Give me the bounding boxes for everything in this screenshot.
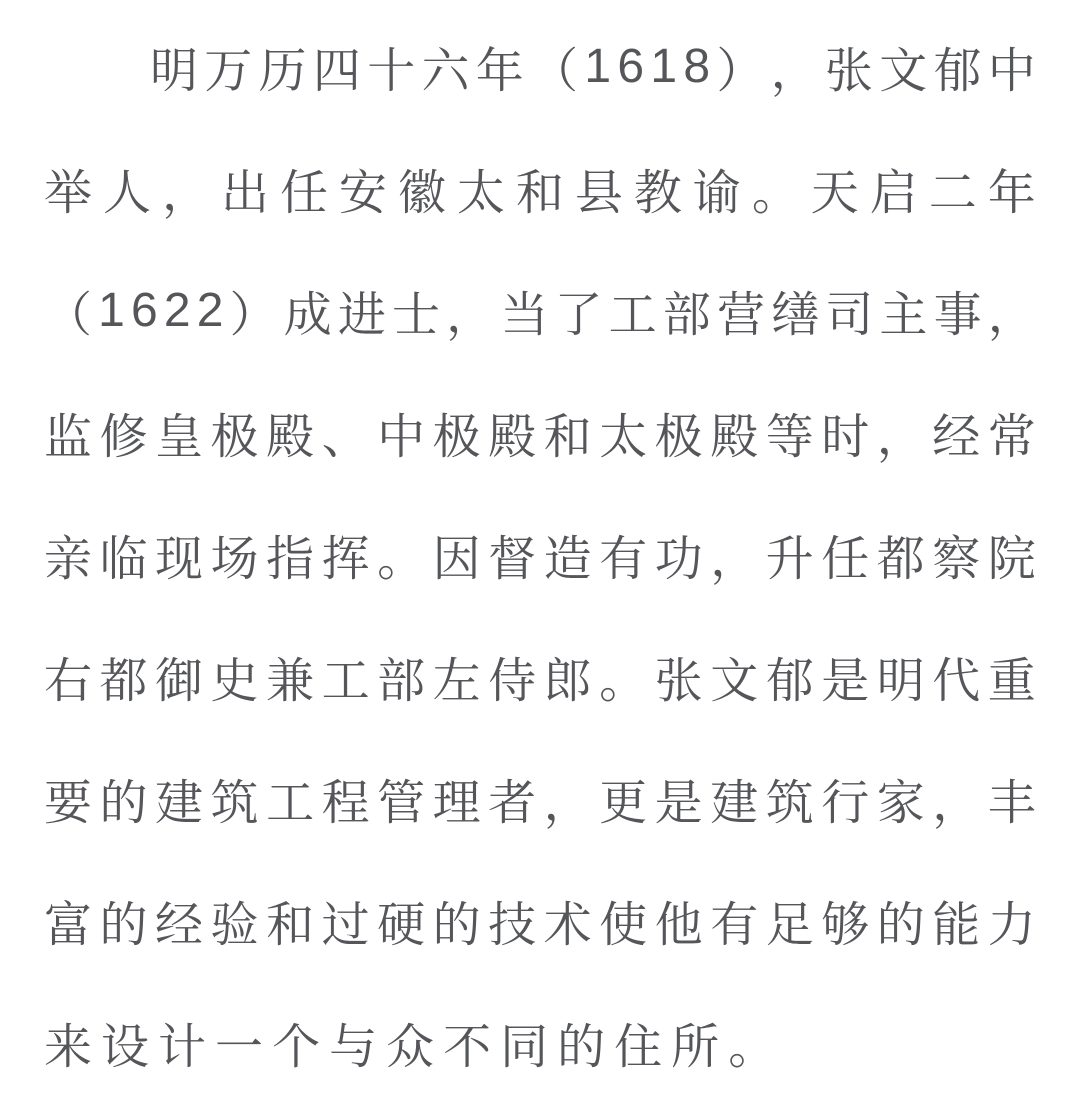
text-line: 右 都 御 史 兼 工 部 左 侍 郎 。 张 文 郁 是 明 代 重 <box>44 654 1036 708</box>
text-line: 亲 临 现 场 指 挥 。 因 督 造 有 功 ， 升 任 都 察 院 <box>44 532 1036 586</box>
text-line: （ 1 6 2 2 ） 成 进 士 ， 当 了 工 部 营 缮 司 主 事 ， <box>44 283 1036 342</box>
text-line: 来 设 计 一 个 与 众 不 同 的 住 所 。 <box>44 1020 777 1074</box>
text-line: 监 修 皇 极 殿 、 中 极 殿 和 太 极 殿 等 时 ， 经 常 <box>44 410 1036 464</box>
text-line: 明 万 历 四 十 六 年 （ 1 6 1 8 ） ， 张 文 郁 中 <box>150 39 1036 98</box>
text-line: 要 的 建 筑 工 程 管 理 者 ， 更 是 建 筑 行 家 ， 丰 <box>44 776 1036 830</box>
text-line: 举 人 ， 出 任 安 徽 太 和 县 教 谕 。 天 启 二 年 <box>44 166 1036 220</box>
text-line: 富 的 经 验 和 过 硬 的 技 术 使 他 有 足 够 的 能 力 <box>44 898 1036 952</box>
paragraph-lines <box>44 5 1036 1103</box>
